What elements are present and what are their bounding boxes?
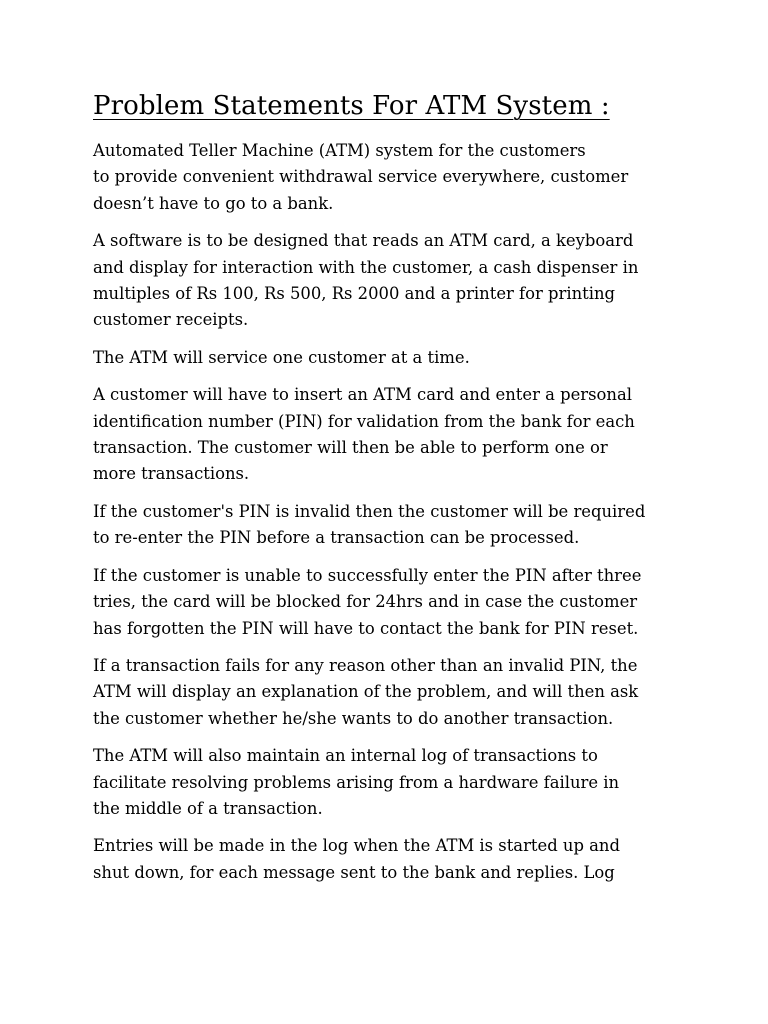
paragraph-line: facilitate resolving problems arising from a hardware failure in (93, 772, 620, 792)
paragraph-line: If the customer's PIN is invalid then the customer will be required (93, 501, 646, 521)
paragraph-line: A software is to be designed that reads an ATM card, a keyboard (93, 231, 634, 251)
paragraph-blocked-card (93, 563, 693, 642)
paragraph-pin-entry (93, 382, 693, 488)
paragraph-line: A customer will have to insert an ATM card and enter a personal (93, 385, 632, 405)
paragraph-line: tries, the card will be blocked for 24hrs and in case the customer (93, 592, 638, 612)
paragraph-line: doesn’t have to go to a bank. (93, 193, 334, 213)
paragraph-log-entries (93, 833, 693, 886)
paragraph-line: and display for interaction with the customer, a cash dispenser in (93, 257, 639, 277)
document-body (93, 138, 693, 897)
paragraph-line: ATM will display an explanation of the problem, and will then ask (93, 682, 639, 702)
paragraph-line: to re-enter the PIN before a transaction can be processed. (93, 528, 580, 548)
paragraph-intro (93, 138, 693, 217)
paragraph-line: identification number (PIN) for validation from the bank for each (93, 411, 635, 431)
paragraph-line: shut down, for each message sent to the bank and replies. Log (93, 862, 615, 882)
paragraph-service (93, 345, 693, 371)
paragraph-line: has forgotten the PIN will have to contact the bank for PIN reset. (93, 618, 639, 638)
paragraph-line: more transactions. (93, 464, 250, 484)
paragraph-line: The ATM will also maintain an internal log of transactions to (93, 746, 598, 766)
paragraph-line: the middle of a transaction. (93, 798, 323, 818)
paragraph-invalid-pin (93, 499, 693, 552)
paragraph-line: If a transaction fails for any reason other than an invalid PIN, the (93, 655, 638, 675)
paragraph-line: multiples of Rs 100, Rs 500, Rs 2000 and a printer for printing (93, 284, 616, 304)
page-title: Problem Statements For ATM System : (93, 91, 610, 121)
paragraph-line: customer receipts. (93, 310, 249, 330)
paragraph-software (93, 228, 693, 334)
paragraph-line: to provide convenient withdrawal service everywhere, customer (93, 167, 629, 187)
paragraph-line: The ATM will service one customer at a time. (93, 347, 470, 367)
paragraph-line: If the customer is unable to successfully enter the PIN after three (93, 565, 642, 585)
paragraph-line: Automated Teller Machine (ATM) system for the customers (93, 141, 586, 160)
paragraph-internal-log (93, 743, 693, 822)
paragraph-line: transaction. The customer will then be able to perform one or (93, 438, 608, 458)
paragraph-transaction-failure (93, 653, 693, 732)
paragraph-line: the customer whether he/she wants to do another transaction. (93, 708, 614, 728)
paragraph-line: Entries will be made in the log when the ATM is started up and (93, 836, 620, 856)
